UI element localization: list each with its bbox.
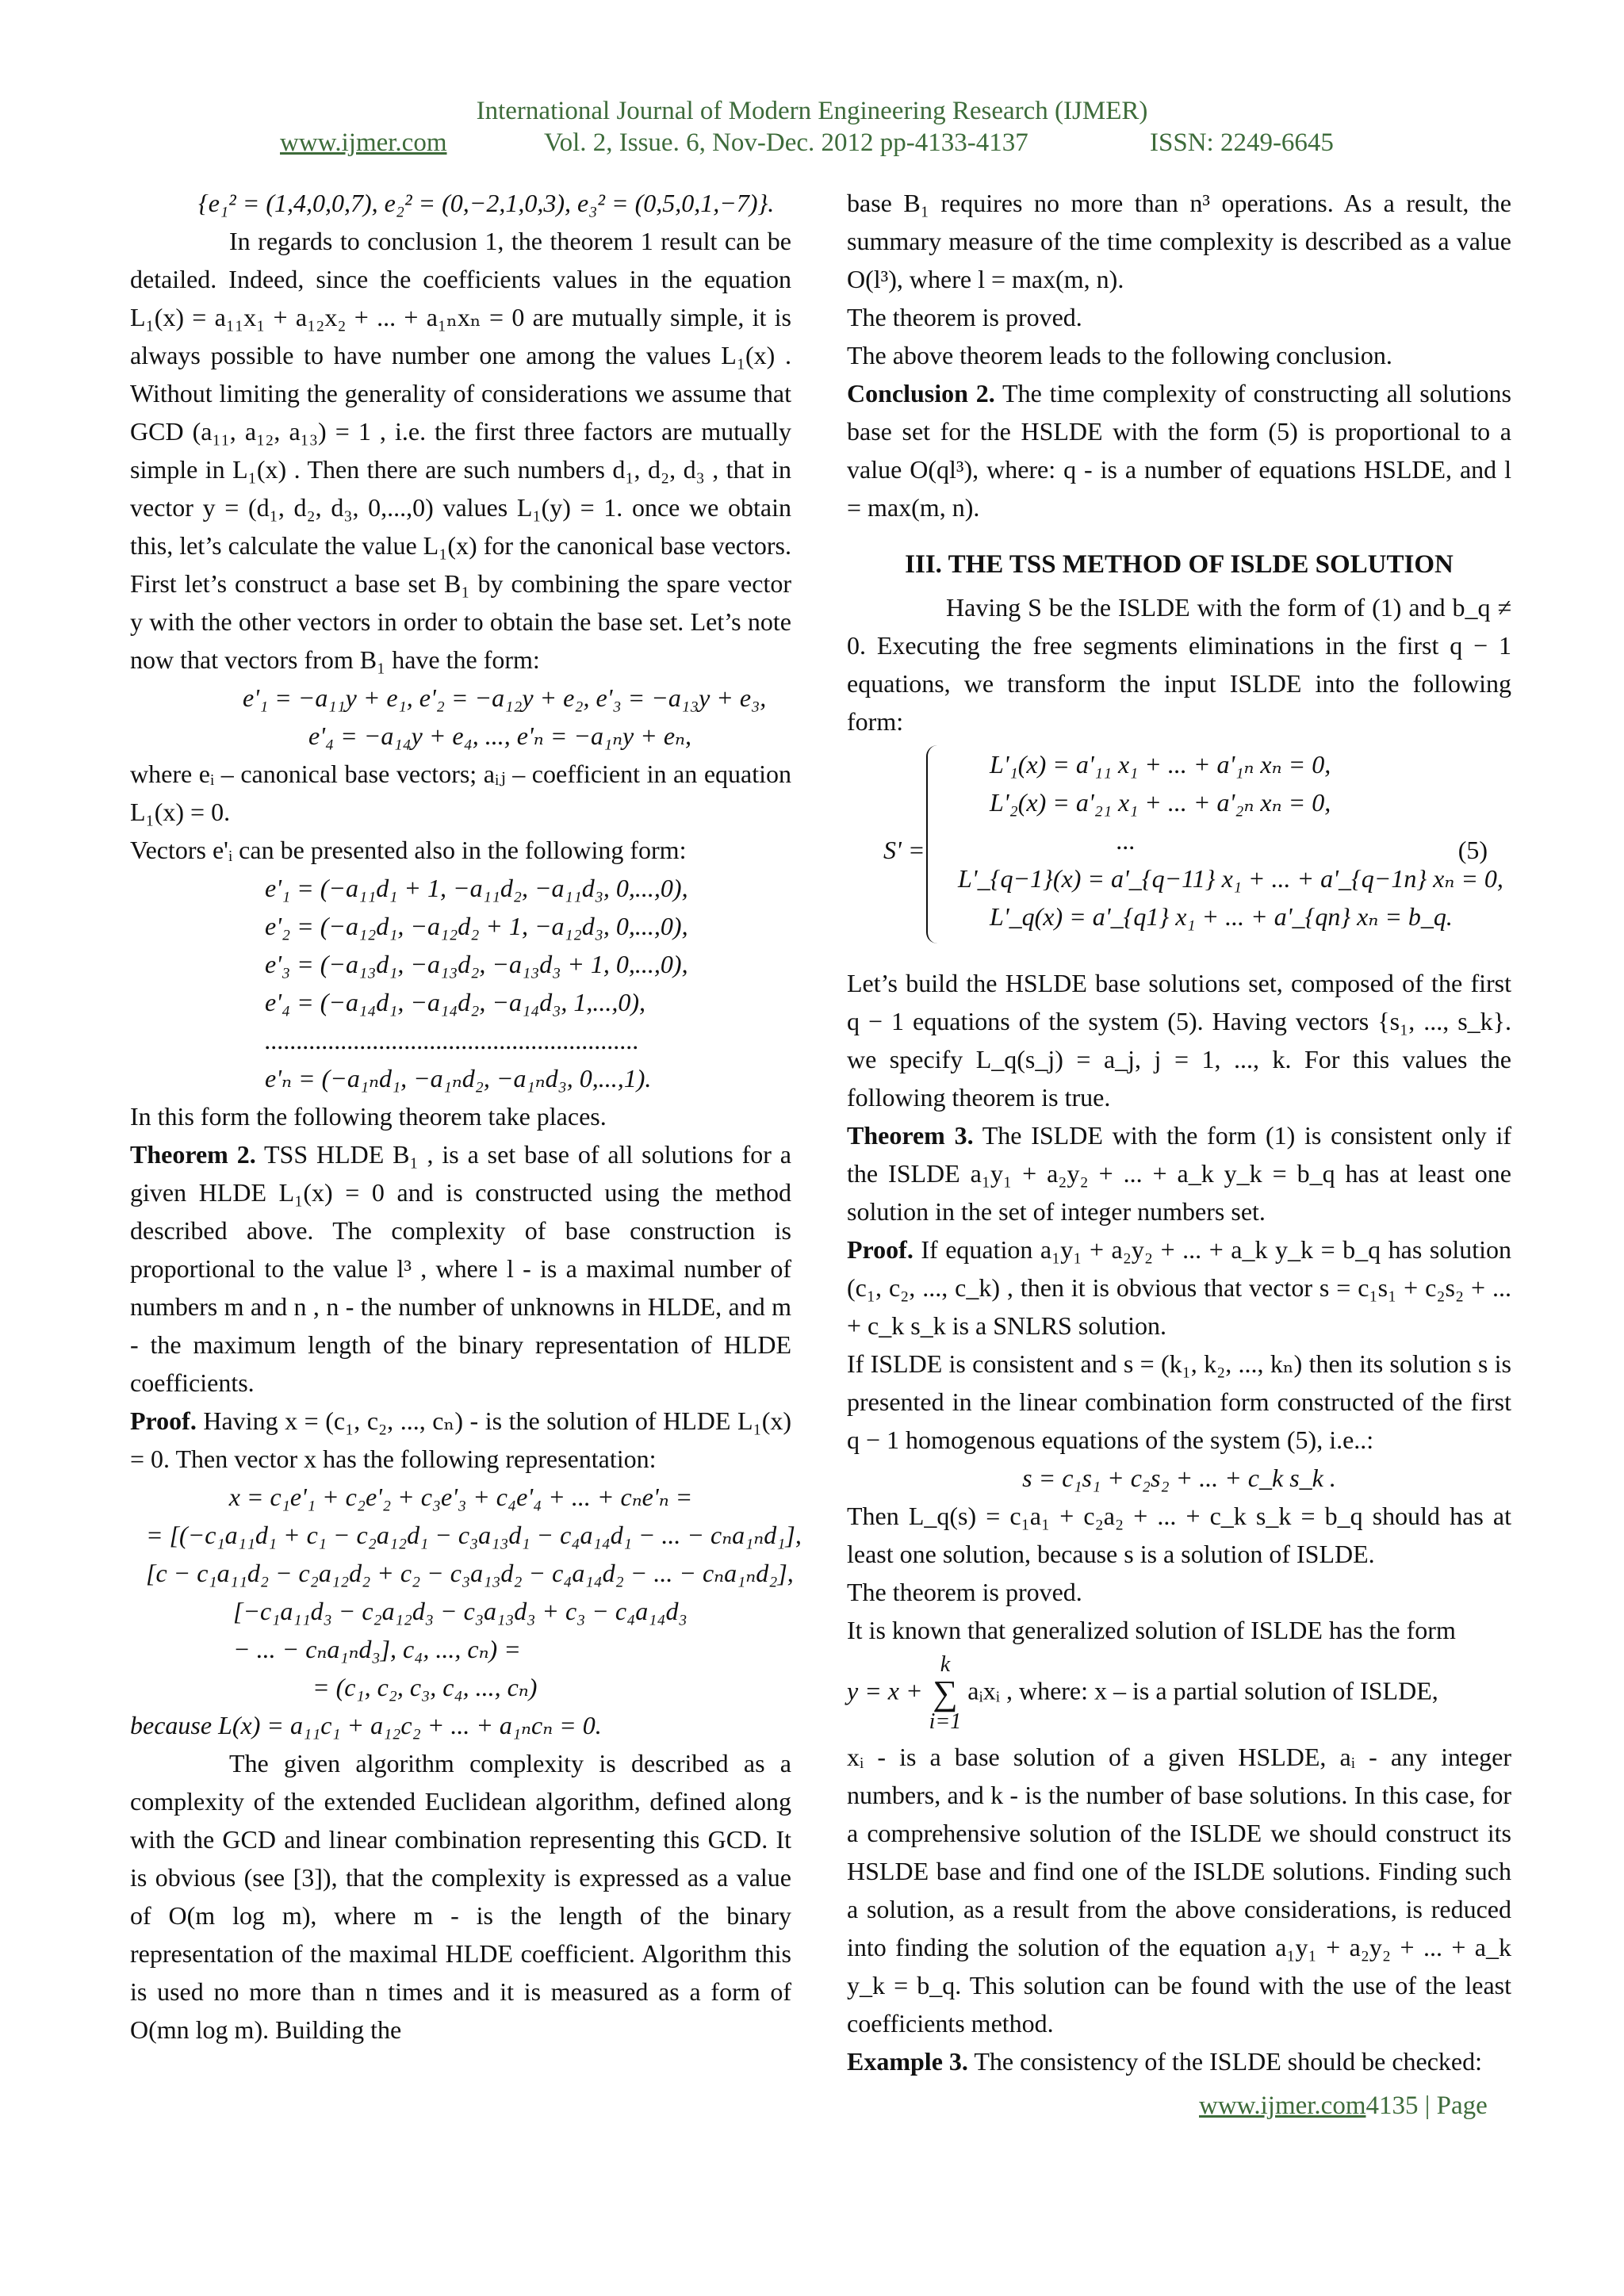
theorem-label: Theorem 3. [847, 1120, 974, 1150]
paragraph: In regards to conclusion 1, the theorem 1 result can be detailed. Indeed, since the coefficients values in the equation L₁(x) = a₁₁x₁ + a₁₂x₂ + ... + a₁ₙxₙ = 0 are mutually simple, it is always possible to have number one among the values L₁(x) . Without limiting the generality of considerations we assume that GCD (a₁₁, a₁₂, a₁₃) = 1 , i.e. the first three factors are mutually simple in L₁(x) . Then there are such numbers d₁, d₂, d₃ , that in vector y = (d₁, d₂, d₃, 0,...,0) values L₁(y) = 1. once we obtain this, let’s calculate the value L₁(x) for the canonical base vectors. First let’s construct a base set B₁ by combining the spare vector y with the other vectors in order to obtain the base set. Let’s note now that vectors from B₁ have the form: [130, 227, 791, 674]
theorem-3 [847, 1116, 1511, 1230]
proof-label: Proof. [130, 1406, 197, 1435]
sum-symbol: ∑ [933, 1673, 958, 1712]
vector-e2: e'₂ = (−a₁₂d₁, −a₁₂d₂ + 1, −a₁₂d₃, 0,...,0), [265, 912, 688, 940]
sum-upper: k [940, 1651, 951, 1677]
example-text: The consistency of the ISLDE should be checked: [967, 2046, 1483, 2076]
header-site-link[interactable]: www.ijmer.com [280, 128, 447, 157]
paragraph: If ISLDE is consistent and s = (k₁, k₂, ..., kₙ) then its solution s is presented in the linear combination form constructed of the first q − 1 homogenous equations of the system (5), i.e..: [847, 1349, 1511, 1454]
conclusion-label: Conclusion 2. [847, 379, 995, 408]
theorem-text: The ISLDE with the form (1) is consistent only if the ISLDE a₁y₁ + a₂y₂ + ... + a_k y_k = b_q has at least one solution in the set of integer numbers set. [847, 1120, 1511, 1226]
equation-x3: [c − c₁a₁₁d₂ − c₂a₁₂d₂ + c₂ − c₃a₁₃d₂ − c₄a₁₄d₂ − ... − cₙa₁ₙd₂], [146, 1559, 794, 1587]
summation-icon [929, 1651, 962, 1734]
equation-x1: x = c₁e'₁ + c₂e'₂ + c₃e'₃ + c₄e'₄ + ... + cₙe'ₙ = [228, 1483, 693, 1511]
paragraph: The above theorem leads to the following conclusion. [847, 341, 1392, 369]
equation-x5: − ... − cₙa₁ₙd₃], c₄, ..., cₙ) = [233, 1635, 521, 1663]
conclusion-text: The time complexity of constructing all solutions base set for the HSLDE with the form (5) is proportional to a value O(ql³), where: q - is a number of equations HSLDE, and l = max(m, n). [847, 379, 1512, 522]
theorem-label: Theorem 2. [130, 1140, 256, 1169]
paragraph: The theorem is proved. [847, 1577, 1082, 1606]
conclusion-2 [847, 374, 1511, 526]
system-lines [958, 745, 1503, 936]
vector-e1: e'₁ = (−a₁₁d₁ + 1, −a₁₁d₂, −a₁₁d₃, 0,...,0), [265, 874, 688, 902]
equation-x2: = [(−c₁a₁₁d₁ + c₁ − c₂a₁₂d₁ − c₃a₁₃d₁ − c₄a₁₄d₁ − ... − cₙa₁ₙd₁], [146, 1521, 802, 1549]
general-solution-equation [847, 1651, 1511, 1734]
journal-title: International Journal of Modern Engineering Research (IJMER) [476, 97, 1148, 125]
paragraph: Vectors e'ᵢ can be presented also in the following form: [130, 836, 687, 864]
system-line: L'₂(x) = a'₂₁ x₁ + ... + a'₂ₙ xₙ = 0, [990, 787, 1331, 817]
footer-site-link[interactable]: www.ijmer.com [1199, 2091, 1366, 2120]
system-line: L'_q(x) = a'_{q1} x₁ + ... + a'_{qn} xₙ = b_q. [990, 901, 1453, 931]
base-set-equation: {e₁² = (1,4,0,0,7), e₂² = (0,−2,1,0,3), e₃² = (0,5,0,1,−7)}. [198, 189, 775, 217]
equation-e4: e'₄ = −a₁₄y + e₄, ..., e'ₙ = −a₁ₙy + eₙ, [308, 721, 691, 750]
system-label: S' = [883, 835, 925, 864]
paragraph: Let’s build the HSLDE base solutions set, composed of the first q − 1 equations of the system (5). Having vectors {s₁, ..., s_k}. we specify L_q(s_j) = a_j, j = 1, ..., k. For this values the following theorem is true. [847, 968, 1511, 1112]
proof-label: Proof. [847, 1234, 914, 1264]
brace [926, 745, 944, 943]
equation-s: s = c₁s₁ + c₂s₂ + ... + c_k s_k . [1022, 1463, 1336, 1492]
system-line: L'_{q−1}(x) = a'_{q−11} x₁ + ... + a'_{q−1n} xₙ = 0, [958, 863, 1503, 893]
page-footer [1199, 2091, 1488, 2121]
equation-number: (5) [1457, 835, 1488, 864]
equation-x6: = (c₁, c₂, c₃, c₄, ..., cₙ) [312, 1673, 538, 1701]
system-5 [847, 745, 1511, 959]
sum-lower: i=1 [929, 1709, 962, 1734]
paragraph: Having S be the ISLDE with the form of (1) and b_q ≠ 0. Executing the free segments eliminations in the first q − 1 equations, we transform the input ISLDE into the following form: [847, 592, 1511, 736]
vector-e4: e'₄ = (−a₁₄d₁, −a₁₄d₂, −a₁₄d₃, 1,...,0), [265, 988, 645, 1016]
paragraph: where eᵢ – canonical base vectors; aᵢⱼ – coefficient in an equation L₁(x) = 0. [130, 760, 791, 826]
paragraph: base B₁ requires no more than n³ operations. As a result, the summary measure of the time complexity is described as a value O(l³), where l = max(m, n). [847, 189, 1511, 293]
page-number: 4135 | Page [1365, 2091, 1488, 2120]
paragraph: The theorem is proved. [847, 303, 1082, 331]
vector-dots: ........................................................... [265, 1026, 639, 1054]
right-column [847, 184, 1511, 2080]
header-issn: ISSN: 2249-6645 [1150, 128, 1334, 157]
example-3 [847, 2042, 1511, 2080]
paragraph: It is known that generalized solution of ISLDE has the form [847, 1615, 1456, 1644]
equation-e1: e'₁ = −a₁₁y + e₁, e'₂ = −a₁₂y + e₂, e'₃ = −a₁₃y + e₃, [243, 683, 767, 712]
paragraph: Then L_q(s) = c₁a₁ + c₂a₂ + ... + c_k s_k = b_q should has at least one solution, because s is a solution of ISLDE. [847, 1501, 1511, 1568]
proof [847, 1230, 1511, 1345]
theorem-text: TSS HLDE B₁ , is a set base of all solutions for a given HLDE L₁(x) = 0 and is constructed using the method described above. The complexity of base construction is proportional to the value l³ , where l - is a maximal number of numbers m and n , n - the number of unknowns in HLDE, and m - the maximum length of the binary representation of HLDE coefficients. [130, 1140, 792, 1397]
paragraph: The given algorithm complexity is described as a complexity of the extended Euclidean algorithm, defined along with the GCD and linear combination representing this GCD. It is obvious (see [3]), that the complexity is expressed as a value of O(m log m), where m - is the length of the binary representation of the maximal HLDE coefficient. Algorithm this is used no more than n times and it is measured as a form of O(mn log m). Building the [130, 1749, 791, 2044]
section-heading: III. THE TSS METHOD OF ISLDE SOLUTION [905, 550, 1454, 579]
left-column [130, 184, 802, 2049]
equation-x4: [−c₁a₁₁d₃ − c₂a₁₂d₃ − c₃a₁₃d₃ + c₃ − c₄a₁₄d₃ [233, 1597, 688, 1625]
system-line: L'₁(x) = a'₁₁ x₁ + ... + a'₁ₙ xₙ = 0, [990, 749, 1331, 779]
proof [130, 1402, 791, 1478]
because-line: because L(x) = a₁₁c₁ + a₁₂c₂ + ... + a₁ₙcₙ = 0. [130, 1711, 602, 1739]
proof-text: Having x = (c₁, c₂, ..., cₙ) - is the solution of HLDE L₁(x) = 0. Then vector x has the following representation: [130, 1406, 791, 1473]
system-line: ... [1116, 825, 1136, 855]
header-volume: Vol. 2, Issue. 6, Nov-Dec. 2012 pp-4133-4137 [544, 128, 1028, 157]
paragraph: xᵢ - is a base solution of a given HSLDE, aᵢ - any integer numbers, and k - is the number of base solutions. In this case, for a comprehensive solution of the ISLDE we should construct its HSLDE base and find one of the ISLDE solutions. Finding such a solution, as a result from the above considerations, is reduced into finding the solution of the equation a₁y₁ + a₂y₂ + ... + a_k y_k = b_q. This solution can be found with the use of the least coefficients method. [847, 1742, 1511, 2038]
example-label: Example 3. [847, 2046, 968, 2076]
equation-lhs: y = x + [847, 1675, 923, 1705]
proof-text: If equation a₁y₁ + a₂y₂ + ... + a_k y_k = b_q has solution (c₁, c₂, ..., c_k) , then it is obvious that vector s = c₁s₁ + c₂s₂ + ... + c_k s_k is a SNLRS solution. [847, 1234, 1511, 1340]
equation-rest: aᵢxᵢ , where: x – is a partial solution of ISLDE, [967, 1675, 1438, 1705]
vector-en: e'ₙ = (−a₁ₙd₁, −a₁ₙd₂, −a₁ₙd₃, 0,...,1). [265, 1064, 652, 1093]
paragraph: In this form the following theorem take places. [130, 1102, 607, 1131]
vector-e3: e'₃ = (−a₁₃d₁, −a₁₃d₂, −a₁₃d₃ + 1, 0,...,0), [265, 950, 688, 978]
theorem-2 [130, 1135, 791, 1402]
